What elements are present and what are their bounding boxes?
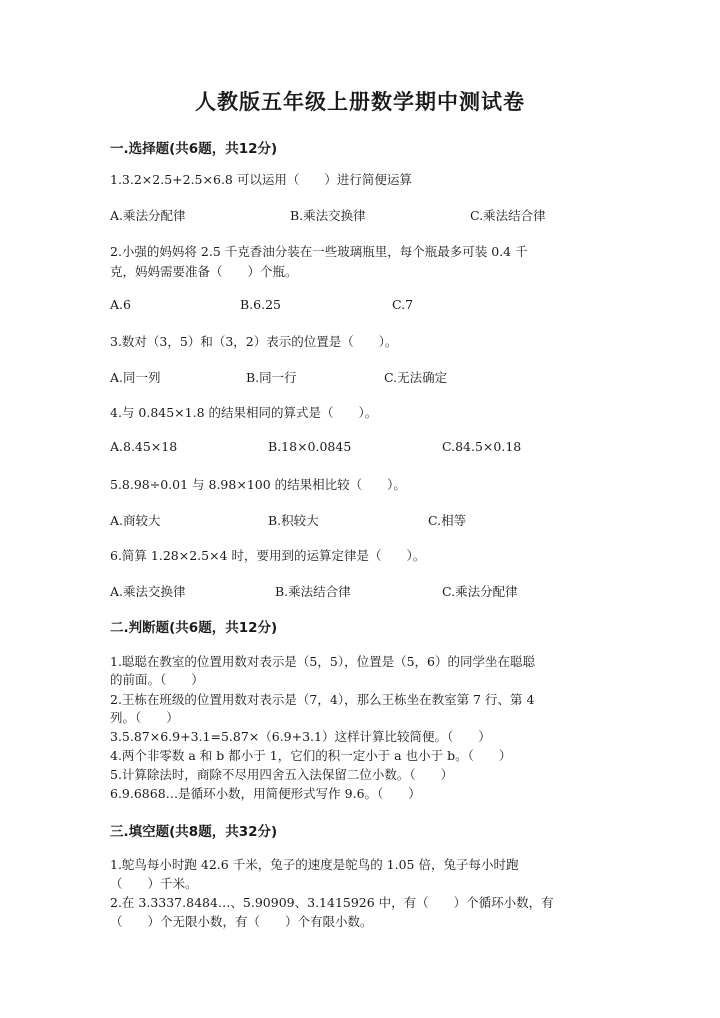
judge-line: 列。（ ） bbox=[110, 710, 179, 725]
fill-line: （ ）个无限小数，有（ ）个有限小数。 bbox=[110, 914, 373, 929]
option-c: C.无法确定 bbox=[384, 370, 448, 385]
section-heading-choice: 一.选择题(共6题，共12分) bbox=[110, 141, 278, 157]
question-stem: 3.数对（3，5）和（3，2）表示的位置是（ ）。 bbox=[110, 334, 398, 349]
judge-line: 的前面。（ ） bbox=[110, 672, 204, 687]
question-stem: 5.8.98÷0.01 与 8.98×100 的结果相比较（ ）。 bbox=[110, 477, 406, 492]
option-b: B.积较大 bbox=[268, 513, 319, 528]
option-a: A.乘法交换律 bbox=[110, 584, 186, 599]
option-c: C.乘法分配律 bbox=[442, 584, 518, 599]
fill-line: 1.鸵鸟每小时跑 42.6 千米，兔子的速度是鸵鸟的 1.05 倍，兔子每小时跑 bbox=[110, 857, 519, 872]
question-stem: 克，妈妈需要准备（ ）个瓶。 bbox=[110, 264, 298, 279]
option-c: C.84.5×0.18 bbox=[442, 439, 522, 454]
section-heading-judge: 二.判断题(共6题，共12分) bbox=[110, 620, 278, 636]
option-b: B.同一行 bbox=[246, 370, 297, 385]
judge-line: 4.两个非零数 a 和 b 都小于 1，它们的积一定小于 a 也小于 b。（ ） bbox=[110, 748, 512, 763]
option-b: B.18×0.0845 bbox=[268, 439, 352, 454]
section-heading-fill: 三.填空题(共8题，共32分) bbox=[110, 824, 278, 840]
option-a: A.商较大 bbox=[110, 513, 161, 528]
option-a: A.8.45×18 bbox=[110, 439, 178, 454]
option-c: C.7 bbox=[392, 297, 414, 312]
question-stem: 1.3.2×2.5+2.5×6.8 可以运用（ ）进行简便运算 bbox=[110, 172, 412, 187]
fill-line: （ ）千米。 bbox=[110, 876, 198, 891]
judge-line: 1.聪聪在教室的位置用数对表示是（5，5），位置是（5，6）的同学坐在聪聪 bbox=[110, 654, 535, 669]
option-c: C.乘法结合律 bbox=[470, 208, 546, 223]
option-a: A.6 bbox=[110, 297, 131, 312]
question-stem: 2.小强的妈妈将 2.5 千克香油分装在一些玻璃瓶里，每个瓶最多可装 0.4 千 bbox=[110, 244, 528, 259]
option-c: C.相等 bbox=[428, 513, 467, 528]
option-a: A.乘法分配律 bbox=[110, 208, 186, 223]
option-b: B.6.25 bbox=[240, 297, 281, 312]
fill-line: 2.在 3.3337.8484…、5.90909、3.1415926 中，有（ ）个循环小数，有 bbox=[110, 895, 554, 910]
question-stem: 4.与 0.845×1.8 的结果相同的算式是（ ）。 bbox=[110, 405, 378, 420]
judge-line: 3.5.87×6.9+3.1=5.87×（6.9+3.1）这样计算比较简便。（ ） bbox=[110, 729, 491, 744]
judge-line: 6.9.6868…是循环小数，用简便形式写作 9.6。（ ） bbox=[110, 786, 421, 801]
option-a: A.同一列 bbox=[110, 370, 161, 385]
judge-line: 2.王栋在班级的位置用数对表示是（7，4），那么王栋坐在教室第 7 行、第 4 bbox=[110, 692, 535, 707]
option-b: B.乘法交换律 bbox=[290, 208, 366, 223]
page-title: 人教版五年级上册数学期中测试卷 bbox=[195, 90, 525, 114]
judge-line: 5.计算除法时，商除不尽用四舍五入法保留二位小数。（ ） bbox=[110, 767, 454, 782]
option-b: B.乘法结合律 bbox=[275, 584, 351, 599]
question-stem: 6.简算 1.28×2.5×4 时，要用到的运算定律是（ ）。 bbox=[110, 548, 426, 563]
